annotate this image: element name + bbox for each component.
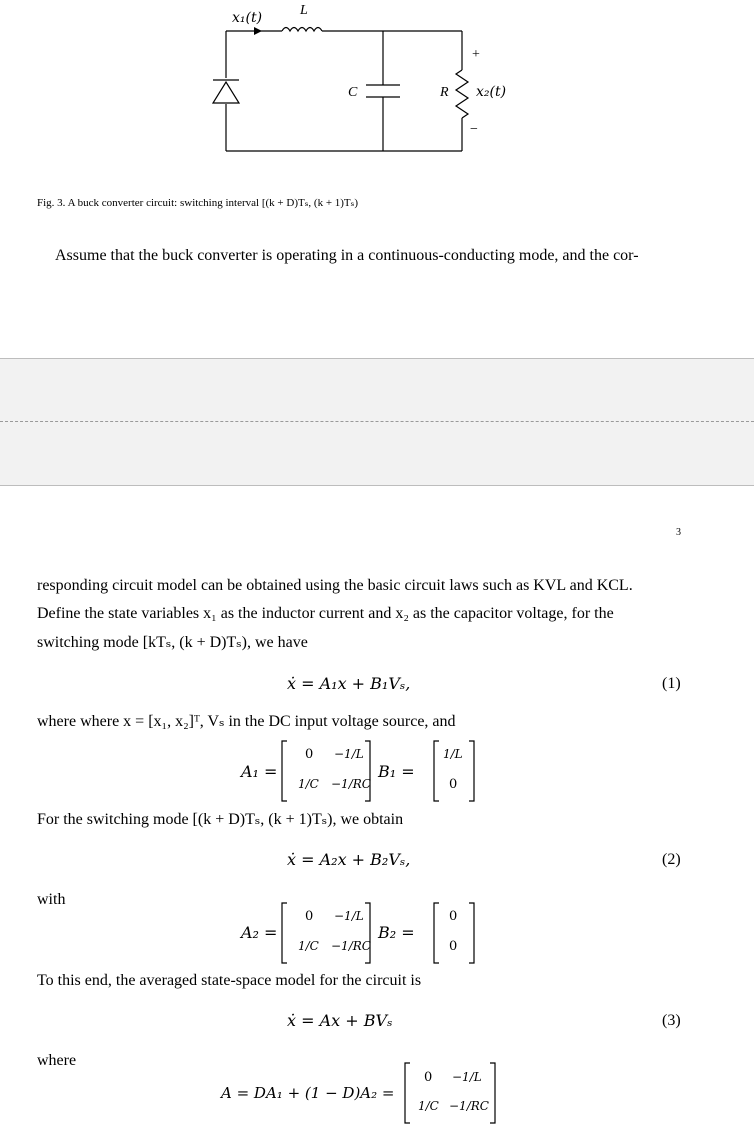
matrix-a1-a11: 0 (305, 747, 314, 762)
buck-converter-circuit (0, 0, 754, 200)
matrix-b1-label: B₁ = (378, 762, 415, 781)
matrix-b1-b2: 0 (449, 777, 458, 792)
capacitor-plates (366, 85, 400, 97)
where-line: where where x = [x₁, x₂]ᵀ, Vₛ in the DC input voltage source, and (37, 713, 456, 730)
paragraph-line-3: switching mode [kTₛ, (k + D)Tₛ), we have (37, 634, 308, 651)
matrix-a1-a22: −1/RC (331, 777, 371, 791)
matrix-b2-label: B₂ = (378, 923, 415, 942)
page-break-divider (0, 421, 754, 422)
matrix-a-label: A = DA₁ + (1 − D)A₂ = (221, 1084, 395, 1102)
averaged-model-line: To this end, the averaged state-space model for the circuit is (37, 972, 422, 989)
matrix-a2-a22: −1/RC (331, 939, 371, 953)
with-label: with (37, 891, 66, 908)
diode (213, 80, 239, 103)
inductor (282, 28, 322, 32)
matrix-a1-a12: −1/L (334, 747, 364, 761)
matrix-a2-a12: −1/L (334, 909, 364, 923)
inductor-label: L (300, 3, 308, 18)
matrix-b2-b2: 0 (449, 939, 458, 954)
equation-2-number: (2) (662, 851, 681, 868)
matrix-a-a22: −1/RC (449, 1099, 489, 1113)
paragraph-page1: Assume that the buck converter is operating in a continuous-conducting mode, and the cor- (55, 247, 639, 264)
matrix-a-a21: 1/C (418, 1099, 439, 1113)
x2-label: x₂(t) (476, 84, 507, 100)
equation-3-number: (3) (662, 1012, 681, 1029)
page-number: 3 (676, 527, 681, 538)
minus-sign: − (470, 122, 478, 137)
matrix-a2-label: A₂ = (241, 923, 278, 942)
matrix-a1-label: A₁ = (241, 762, 278, 781)
matrix-b1-b1: 1/L (443, 747, 463, 761)
matrix-a-a11: 0 (424, 1070, 433, 1085)
equation-1-number: (1) (662, 675, 681, 692)
equation-3: ẋ = Ax + BVₛ (287, 1011, 393, 1030)
equation-2: ẋ = A₂x + B₂Vₛ, (287, 850, 411, 869)
page-gap (0, 359, 754, 485)
matrix-a2-a21: 1/C (298, 939, 319, 953)
current-arrow (254, 27, 262, 35)
matrix-a1-a21: 1/C (298, 777, 319, 791)
where-label: where (37, 1052, 77, 1069)
capacitor-label: C (348, 85, 358, 100)
x1-label: x₁(t) (232, 10, 263, 26)
matrix-a-brackets (404, 1062, 496, 1124)
matrix-b2-b1: 0 (449, 909, 458, 924)
matrix-a-a12: −1/L (452, 1070, 482, 1084)
equation-1: ẋ = A₁x + B₁Vₛ, (287, 674, 411, 693)
matrix-a2-a11: 0 (305, 909, 314, 924)
plus-sign: + (472, 47, 480, 62)
paragraph-line-2: Define the state variables x₁ as the inductor current and x₂ as the capacitor voltage, for the (37, 605, 614, 622)
mode-2-line: For the switching mode [(k + D)Tₛ, (k + 1)Tₛ), we obtain (37, 811, 404, 828)
resistor-label: R (440, 85, 449, 100)
paragraph-line-1: responding circuit model can be obtained using the basic circuit laws such as KVL and KCL. (37, 577, 633, 594)
resistor (456, 70, 468, 118)
page-break-bottom-rule (0, 485, 754, 486)
figure-caption: Fig. 3. A buck converter circuit: switching interval [(k + D)Tₛ, (k + 1)Tₛ) (37, 197, 359, 209)
